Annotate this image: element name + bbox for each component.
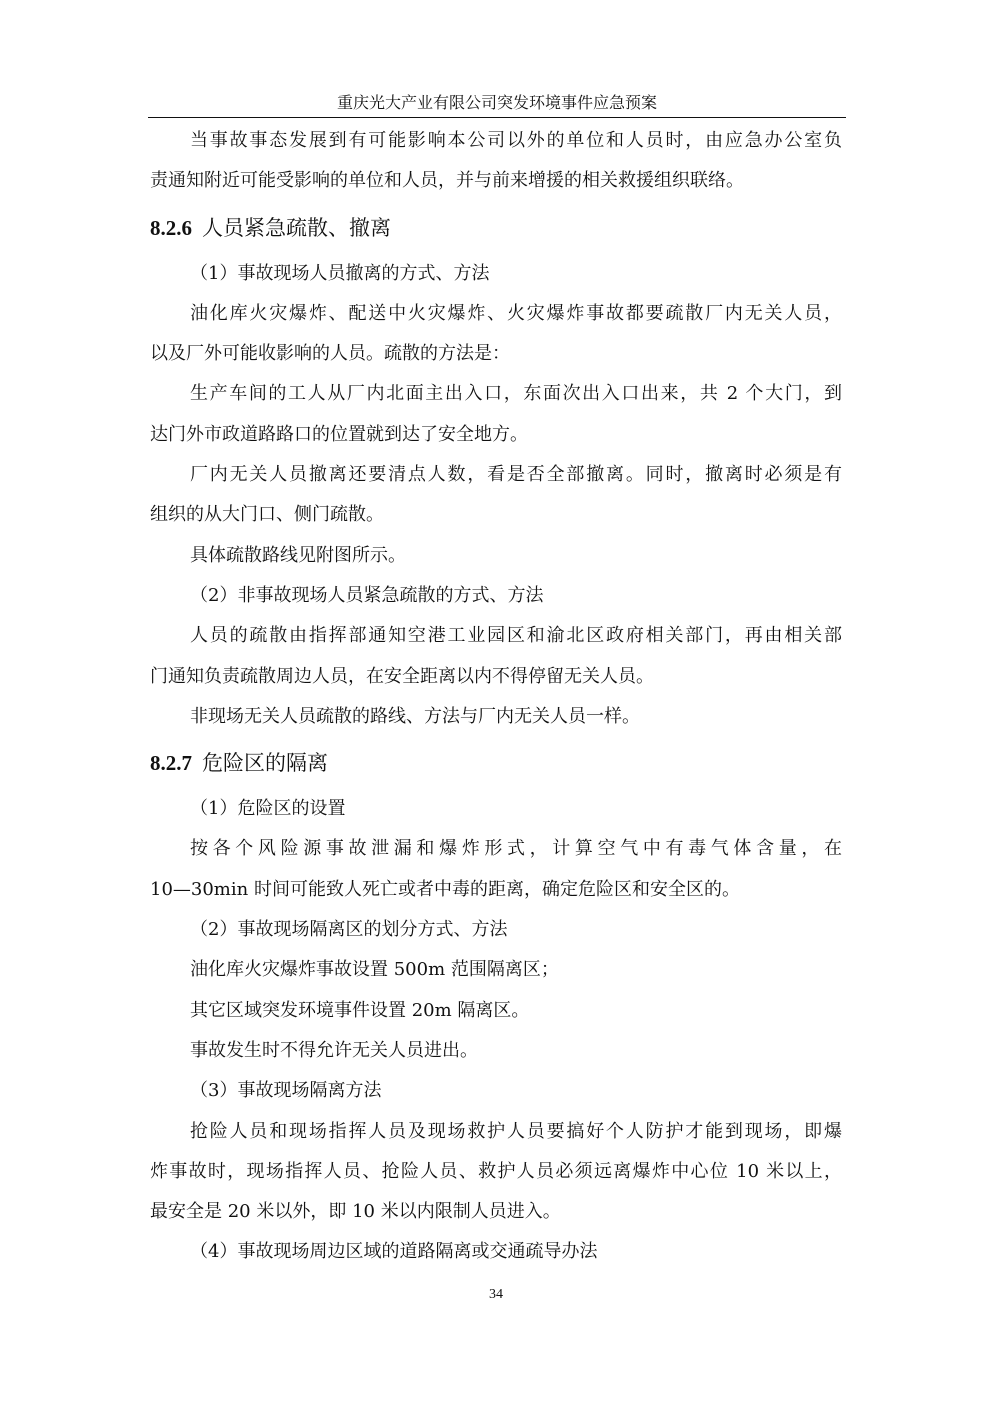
paragraph-line: 门通知负责疏散周边人员，在安全距离以内不得停留无关人员。 — [150, 665, 654, 687]
paragraph-line: 以及厂外可能收影响的人员。疏散的方法是： — [150, 343, 510, 365]
paragraph-line: 炸事故时，现场指挥人员、抢险人员、救护人员必须远离爆炸中心位 10 米以上， — [150, 1160, 842, 1182]
paragraph-line: 责通知附近可能受影响的单位和人员，并与前来增援的相关救援组织联络。 — [150, 170, 744, 192]
paragraph-line: 油化库火灾爆炸、配送中火灾爆炸、火灾爆炸事故都要疏散厂内无关人员， — [190, 302, 842, 324]
paragraph-line: 达门外市政道路路口的位置就到达了安全地方。 — [150, 423, 528, 445]
section-heading — [150, 202, 842, 254]
paragraph-line: 厂内无关人员撤离还要清点人数，看是否全部撤离。同时，撤离时必须是有 — [190, 464, 842, 486]
header-rule — [148, 117, 846, 118]
paragraph-line: 最安全是 20 米以外，即 10 米以内限制人员进入。 — [150, 1201, 561, 1223]
paragraph-line: 事故发生时不得允许无关人员进出。 — [190, 1039, 478, 1061]
paragraph-line: （1）危险区的设置 — [190, 798, 346, 820]
paragraph-line: 非现场无关人员疏散的路线、方法与厂内无关人员一样。 — [190, 705, 640, 727]
paragraph-line: 油化库火灾爆炸事故设置 500m 范围隔离区； — [190, 959, 559, 981]
section-number: 8.2.6 — [150, 215, 192, 240]
paragraph-line: 当事故事态发展到有可能影响本公司以外的单位和人员时，由应急办公室负 — [190, 130, 842, 151]
section-title: 危险区的隔离 — [202, 751, 328, 776]
page-number: 34 — [489, 1287, 503, 1302]
paragraph-line: 抢险人员和现场指挥人员及现场救护人员要搞好个人防护才能到现场，即爆 — [190, 1120, 842, 1142]
paragraph-line: （2）非事故现场人员紧急疏散的方式、方法 — [190, 584, 544, 606]
paragraph-line: 10—30min 时间可能致人死亡或者中毒的距离，确定危险区和安全区的。 — [150, 878, 740, 900]
paragraph-line: 生产车间的工人从厂内北面主出入口，东面次出入口出来，共 2 个大门，到 — [190, 383, 842, 405]
paragraph-line: 其它区域突发环境事件设置 20m 隔离区。 — [190, 999, 530, 1021]
section-heading — [150, 737, 842, 789]
paragraph-line: （3）事故现场隔离方法 — [190, 1080, 382, 1102]
paragraph-line: 具体疏散路线见附图所示。 — [190, 544, 406, 566]
paragraph-line: （2）事故现场隔离区的划分方式、方法 — [190, 919, 508, 941]
paragraph-line: 组织的从大门口、侧门疏散。 — [150, 504, 384, 526]
page-header-title: 重庆光大产业有限公司突发环境事件应急预案 — [336, 93, 657, 112]
paragraph-line: （1）事故现场人员撤离的方式、方法 — [190, 262, 490, 284]
paragraph-line: 人员的疏散由指挥部通知空港工业园区和渝北区政府相关部门，再由相关部 — [190, 625, 842, 647]
document-body — [150, 121, 842, 1273]
paragraph-line: （4）事故现场周边区域的道路隔离或交通疏导办法 — [190, 1241, 598, 1263]
paragraph-line: 按各个风险源事故泄漏和爆炸形式，计算空气中有毒气体含量，在 — [190, 838, 842, 860]
section-title: 人员紧急疏散、撤离 — [202, 215, 391, 240]
section-number: 8.2.7 — [150, 751, 192, 776]
